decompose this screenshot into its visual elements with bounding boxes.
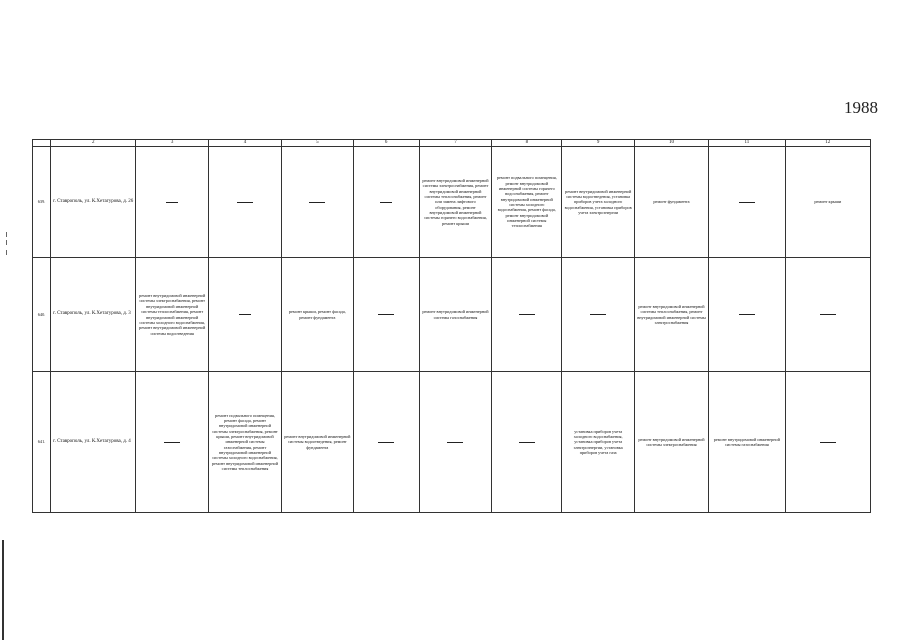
work-cell: ремонт внутридомовой инженерной системы водоотведения, установка приборов учета холодного водоснабжения, установка приборов учета электроэнергии [562,147,634,258]
empty-cell [353,147,419,258]
empty-cell [208,258,281,372]
column-number: 6 [353,140,419,147]
work-cell: ремонт фундамента [634,147,708,258]
dash-mark [378,442,394,443]
column-number [33,140,51,147]
page-number: 1988 [844,98,878,117]
empty-cell [785,372,870,513]
scan-edge-dash [6,232,7,237]
dash-mark [519,314,535,315]
dash-mark [166,202,178,203]
work-cell: ремонт внутридомовой инженерной системы водоотведения, ремонт фундамента [282,372,353,513]
column-number: 3 [136,140,208,147]
work-cell: ремонт внутридомовой инженерной системы газоснабжения [709,372,785,513]
empty-cell [709,258,785,372]
dash-mark [739,314,755,315]
empty-cell [136,147,208,258]
empty-cell [492,258,562,372]
column-number: 2 [51,140,136,147]
repair-schedule-table [32,139,871,513]
work-cell: ремонт внутридомовой инженерной системы газоснабжения [419,258,491,372]
column-number: 8 [492,140,562,147]
empty-cell [136,372,208,513]
work-cell: ремонт внутридомовой инженерной системы теплоснабжения, ремонт внутридомовой инженерной системы электроснабжения [634,258,708,372]
address-cell: г. Ставрополь, ул. К.Хетагурова, д. 3 [51,258,136,372]
empty-cell [492,372,562,513]
address-cell: г. Ставрополь, ул. К.Хетагурова, д. 26 [51,147,136,258]
work-cell: ремонт крыши, ремонт фасада, ремонт фундамента [282,258,353,372]
work-cell: установка приборов учета холодного водоснабжения, установка приборов учета электроэнергии, установка приборов учета газа [562,372,634,513]
dash-mark [164,442,180,443]
dash-mark [380,202,392,203]
dash-mark [519,442,535,443]
column-number: 9 [562,140,634,147]
scan-edge-mark [2,540,4,640]
dash-mark [590,314,606,315]
work-cell: ремонт подвального помещения, ремонт фасада, ремонт внутридомовой инженерной системы электроснабжения, ремонт крыши, ремонт внутридомовой инженерной системы газоснабжения, ремонт внутридомовой инженерной системы холодного водоснабжения, ремонт внутридомовой инженерной системы теплоснабжения [208,372,281,513]
table-row [33,258,871,372]
dash-mark [239,314,251,315]
row-number: 640. [33,258,51,372]
column-number: 7 [419,140,491,147]
table-row [33,372,871,513]
dash-mark [447,442,463,443]
empty-cell [353,372,419,513]
column-number: 11 [709,140,785,147]
column-number-row [33,140,871,147]
work-cell: ремонт внутридомовой инженерной системы электроснабжения, ремонт внутридомовой инженерной системы теплоснабжения, ремонт внутридомовой инженерной системы холодного водоснабжения, ремонт внутридомовой инженерной системы водоотведения [136,258,208,372]
column-number: 4 [208,140,281,147]
empty-cell [419,372,491,513]
work-cell: ремонт внутридомовой инженерной системы электроснабжения, ремонт внутридомовой инженерной системы теплоснабжения, ремонт или замена лифтового оборудования, ремонт внутридомовой инженерной системы горячего водоснабжения, ремонт крыши [419,147,491,258]
column-number: 12 [785,140,870,147]
row-number: 641. [33,372,51,513]
work-cell: ремонт подвального помещения, ремонт внутридомовой инженерной системы горячего водоснабжения, ремонт внутридомовой инженерной системы холодного водоснабжения, ремонт фасада, ремонт внутридомовой инженерной системы теплоснабжения [492,147,562,258]
dash-mark [237,202,253,203]
dash-mark [309,202,325,203]
empty-cell [353,258,419,372]
empty-cell [282,147,353,258]
empty-cell [562,258,634,372]
table-row [33,147,871,258]
empty-cell [785,258,870,372]
column-number: 10 [634,140,708,147]
column-number: 5 [282,140,353,147]
dash-mark [820,314,836,315]
scan-edge-dash [6,240,7,245]
work-cell: ремонт крыши [785,147,870,258]
address-cell: г. Ставрополь, ул. К.Хетагурова, д. 4 [51,372,136,513]
scan-edge-dash [6,250,7,255]
work-cell: ремонт внутридомовой инженерной системы электроснабжения [634,372,708,513]
dash-mark [739,202,755,203]
empty-cell [208,147,281,258]
dash-mark [820,442,836,443]
dash-mark [378,314,394,315]
row-number: 639. [33,147,51,258]
empty-cell [709,147,785,258]
